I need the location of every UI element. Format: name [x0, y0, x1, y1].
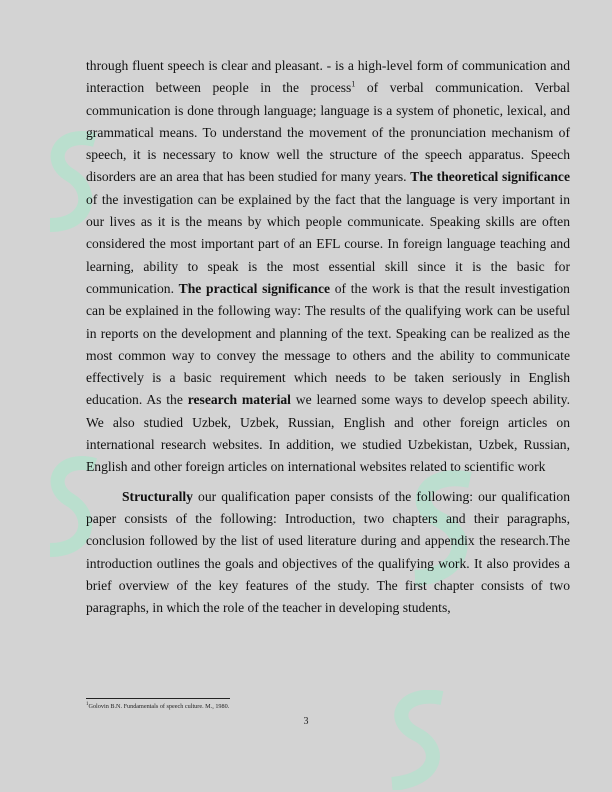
footnote-marker: 1 [86, 701, 89, 707]
footnote-reference: 1 [351, 79, 356, 89]
text-run: of verbal communication. Verbal communication is done through language; language is a system of phonetic, lexical, and grammatical means. To understand the movement of the pronunciation mechanism of speech, it is necessary to know well the structure of the speech apparatus. Speech disorders are an area that has been studied for many years. [86, 80, 570, 185]
text-run: we learned some ways to develop speech ability. We also studied Uzbek, Uzbek, Russian, English and other foreign articles on international research websites. In addition, we studied Uzbekistan, Uzbek, Russian, English and other foreign articles on international websites related to scientific work [86, 392, 570, 475]
text-run: of the work is that the result investigation can be explained in the following way: The results of the qualifying work can be useful in reports on the development and planning of the text. Speaking can be realized as the most common way to convey the message to others and the ability to communicate effectively is a basic requirement which needs to be taken seriously in English education. As the [86, 280, 570, 408]
page-number: 3 [303, 716, 309, 727]
footnote-text: Golovin B.N. Fundamentals of speech culture. M., 1980. [88, 703, 230, 710]
bold-phrase: Structurally [122, 488, 193, 504]
body-text [86, 55, 570, 619]
text-run: through fluent speech is clear and pleasant. - is a high-level form of communication and interaction between people in the process [86, 58, 570, 96]
watermark-logo [380, 690, 460, 790]
bold-phrase: The theoretical significance [410, 169, 570, 185]
paragraph-1 [86, 55, 570, 479]
footnote [86, 703, 229, 711]
paragraph-2 [86, 486, 570, 620]
text-run: of the investigation can be explained by the fact that the language is very important in our lives as it is the means by which people communicate. Speaking skills are often considered the most important part of an EFL course. In foreign language teaching and learning, ability to speak is the most essential skill since it is the basic for communication. [86, 191, 570, 296]
text-run: our qualification paper consists of the following: our qualification paper consists of the following: Introduction, two chapters and their paragraphs, conclusion followed by the list of used literature during and appendix the research.The introduction outlines the goals and objectives of the qualifying work. It also provides a brief overview of the key features of the study. The first chapter consists of two paragraphs, in which the role of the teacher in developing students, [86, 488, 570, 616]
bold-phrase: research material [187, 392, 291, 408]
footnote-divider [86, 698, 230, 699]
bold-phrase: The practical significance [178, 280, 331, 296]
